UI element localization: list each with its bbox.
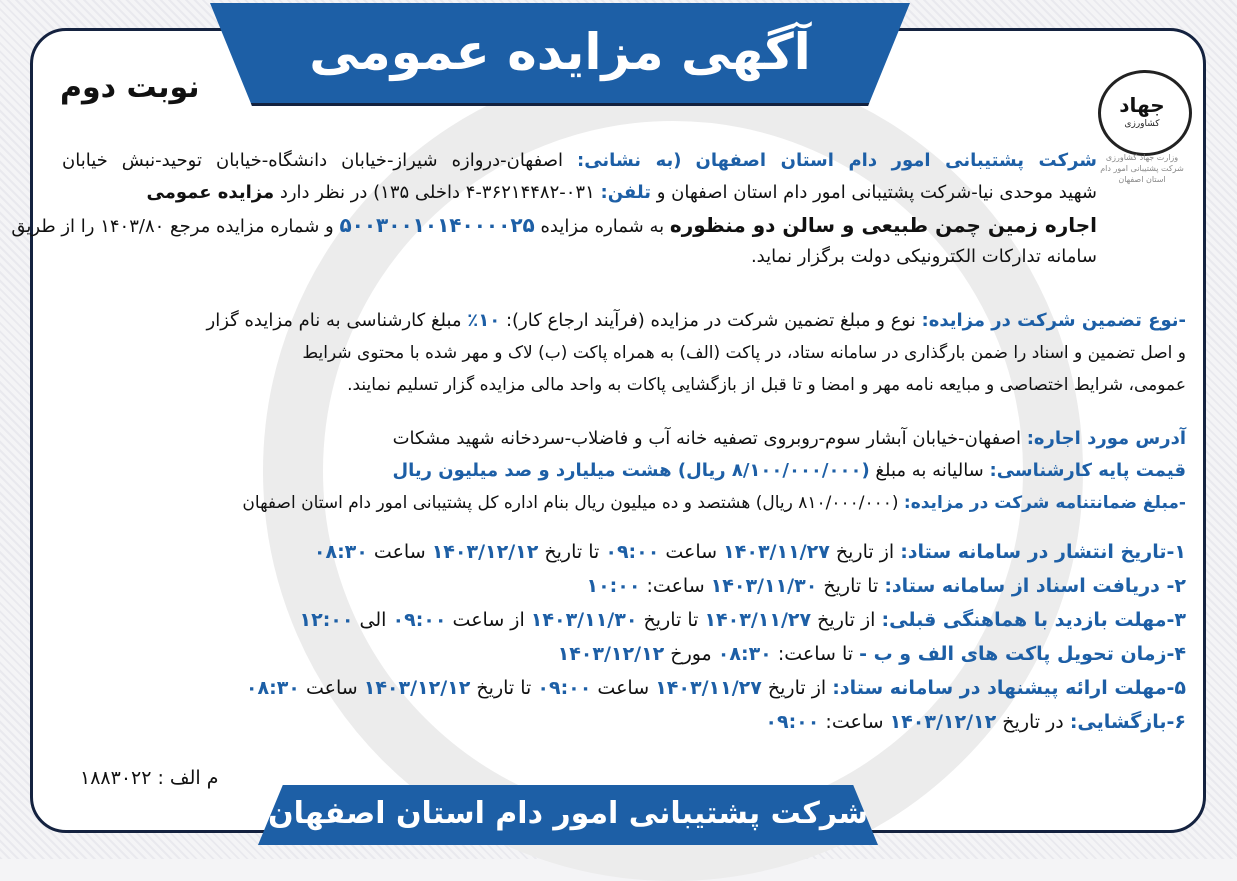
guarantee-percent: ۱۰٪ (467, 310, 501, 331)
schedule-text: تا تاریخ (538, 541, 606, 563)
address-cont: شهید موحدی نیا-شرکت پشتیبانی امور دام استان اصفهان و (656, 182, 1097, 203)
logo-text-main: جهاد (1119, 93, 1165, 117)
schedule-time: ۱۲:۰۰ (299, 609, 354, 631)
auction-word: مزایده عمومی (146, 182, 275, 203)
guarantee-text-1b: مبلغ کارشناسی به نام مزایده گزار (206, 310, 468, 331)
schedule-time: ۰۹:۰۰ (605, 541, 660, 563)
reference-code: م الف : ۱۸۸۳۰۲۲ (80, 767, 219, 789)
guarantee-section (62, 305, 1186, 401)
schedule-time: ۰۹:۰۰ (392, 609, 447, 631)
logo-text-sub: کشاورزی (1124, 119, 1160, 129)
schedule-label: ۴-زمان تحویل پاکت های الف و ب - (859, 643, 1186, 665)
schedule-date: ۱۴۰۳/۱۲/۱۲ (431, 541, 539, 563)
schedule-time: ۰۹:۰۰ (537, 677, 592, 699)
footer-company: شرکت پشتیبانی امور دام استان اصفهان (267, 796, 869, 831)
participation-label: -مبلغ ضمانتنامه شرکت در مزایده: (903, 493, 1186, 513)
schedule-text: ساعت (299, 677, 364, 699)
ref-number: و شماره مزایده مرجع ۱۴۰۳/۸۰ را از طریق (11, 216, 334, 237)
schedule-time: ۰۸:۳۰ (313, 541, 368, 563)
auction-number: ۵۰۰۳۰۰۱۰۱۴۰۰۰۰۲۵ (339, 213, 535, 237)
phone-value: ۰۳۱-۳۶۲۱۴۴۸۲-۴ داخلی ۱۳۵) در نظر دارد (279, 182, 595, 203)
schedule-time: ۰۸:۳۰ (245, 677, 300, 699)
schedule-text: از تاریخ (761, 677, 827, 699)
schedule-item (62, 671, 1186, 705)
schedule-text: تا تاریخ (637, 609, 705, 631)
schedule-date: ۱۴۰۳/۱۱/۳۰ (710, 575, 818, 597)
intro-line-2 (62, 177, 1097, 209)
schedule-item (62, 637, 1186, 671)
guarantee-text-2: و اصل تضمین و اسناد را ضمن بارگذاری در سامانه ستاد، در پاکت (الف) به همراه پاکت (ب) لاک و مهر شده با محتوی شرایط (302, 343, 1186, 363)
guarantee-line-1 (62, 305, 1186, 337)
base-price-line (62, 455, 1186, 487)
intro-line-4 (62, 241, 1097, 273)
schedule-text: ساعت (591, 677, 656, 699)
schedule-text: از تاریخ (829, 541, 895, 563)
guarantee-line-2 (62, 337, 1186, 369)
schedule-text: از ساعت (446, 609, 531, 631)
schedule-label: ۱-تاریخ انتشار در سامانه ستاد: (900, 541, 1186, 563)
address-value: اصفهان-دروازه شیراز-خیابان دانشگاه-خیابان توحید-نبش خیابان (62, 150, 563, 171)
schedule-date: ۱۴۰۳/۱۲/۱۲ (557, 643, 665, 665)
lease-address-label: آدرس مورد اجاره: (1026, 428, 1186, 449)
participation-line (62, 487, 1186, 519)
company-name: شرکت پشتیبانی امور دام استان اصفهان (695, 150, 1097, 171)
schedule-item (62, 705, 1186, 739)
page-title: آگهی مزایده عمومی (309, 23, 811, 81)
round-label: نوبت دوم (60, 70, 200, 105)
intro-paragraph (11, 145, 1097, 273)
schedule-list (62, 535, 1186, 739)
schedule-label: ۲- دریافت اسناد از سامانه ستاد: (884, 575, 1186, 597)
details-section (62, 423, 1186, 519)
schedule-text: تا ساعت: (771, 643, 860, 665)
schedule-label: ۳-مهلت بازدید با هماهنگی قبلی: (881, 609, 1186, 631)
schedule-date: ۱۴۰۳/۱۱/۲۷ (723, 541, 830, 563)
schedule-date: ۱۴۰۳/۱۱/۲۷ (655, 677, 762, 699)
schedule-text: در تاریخ (996, 711, 1064, 733)
schedule-time: ۰۹:۰۰ (765, 711, 820, 733)
schedule-item (62, 569, 1186, 603)
number-pre: به شماره مزایده (540, 216, 665, 237)
base-price-pre: سالیانه به مبلغ (875, 460, 984, 481)
schedule-text: ساعت (659, 541, 724, 563)
schedule-text: از تاریخ (811, 609, 882, 631)
logo-caption: وزارت جهاد کشاورزی شرکت پشتیبانی امور دام استان اصفهان (1100, 153, 1184, 184)
schedule-time: ۱۰:۰۰ (586, 575, 641, 597)
schedule-item (62, 535, 1186, 569)
schedule-label: ۵-مهلت ارائه پیشنهاد در سامانه ستاد: (832, 677, 1186, 699)
guarantee-text-3: عمومی، شرایط اختصاصی و مبایعه نامه مهر و امضا و تا قبل از بازگشایی پاکات به واحد مالی مزایده گزار تسلیم نمایند. (347, 375, 1186, 395)
base-price-value: (۸/۱۰۰/۰۰۰/۰۰۰ ریال) هشت میلیارد و صد میلیون ریال (392, 460, 870, 481)
schedule-date: ۱۴۰۳/۱۱/۲۷ (704, 609, 812, 631)
schedule-text: الی (353, 609, 393, 631)
participation-value: (۸۱۰/۰۰۰/۰۰۰ ریال) هشتصد و ده میلیون ریال بنام اداره کل پشتیبانی امور دام استان اصفهان (242, 493, 899, 513)
schedule-text: ساعت (367, 541, 432, 563)
intro-line-3 (11, 209, 1097, 241)
guarantee-label: -نوع تضمین شرکت در مزایده: (921, 310, 1186, 331)
guarantee-text-1: نوع و مبلغ تضمین شرکت در مزایده (فرآیند ارجاع کار): (500, 310, 916, 331)
auction-subject: اجاره زمین چمن طبیعی و سالن دو منظوره (669, 213, 1097, 237)
schedule-label: ۶-بازگشایی: (1069, 711, 1186, 733)
lease-address-value: اصفهان-خیابان آبشار سوم-روبروی تصفیه خانه آب و فاضلاب-سردخانه شهید مشکات (392, 428, 1021, 449)
address-label: (به نشانی: (577, 150, 682, 171)
schedule-text: ساعت: (640, 575, 711, 597)
schedule-text: مورخ (664, 643, 718, 665)
schedule-text: تا تاریخ (817, 575, 879, 597)
schedule-date: ۱۴۰۳/۱۱/۳۰ (530, 609, 638, 631)
base-price-label: قیمت پایه کارشناسی: (989, 460, 1186, 481)
schedule-text: ساعت: (819, 711, 890, 733)
phone-label: تلفن: (600, 182, 651, 203)
schedule-date: ۱۴۰۳/۱۲/۱۲ (363, 677, 471, 699)
schedule-time: ۰۸:۳۰ (717, 643, 772, 665)
guarantee-line-3 (62, 369, 1186, 401)
schedule-text: تا تاریخ (470, 677, 538, 699)
intro-end: سامانه تدارکات الکترونیکی دولت برگزار نماید. (750, 246, 1097, 267)
intro-line-1 (62, 145, 1097, 177)
lease-address-line (62, 423, 1186, 455)
schedule-date: ۱۴۰۳/۱۲/۱۲ (889, 711, 997, 733)
schedule-item (62, 603, 1186, 637)
